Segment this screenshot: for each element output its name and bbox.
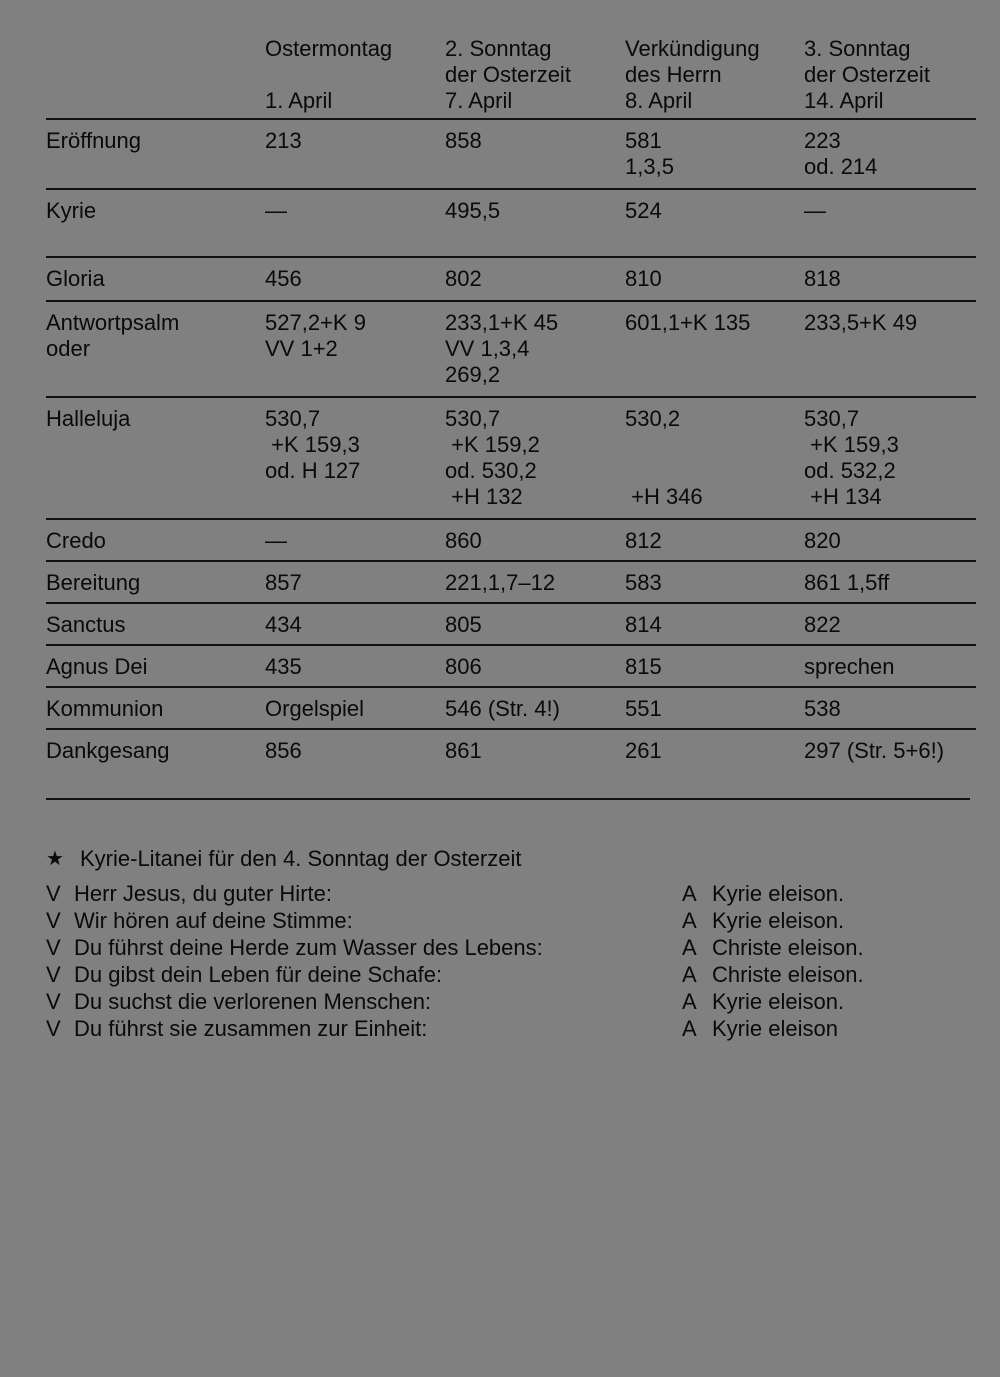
header-ostermontag: Ostermontag 1. April <box>265 36 393 113</box>
cell-col4: 861 1,5ff <box>804 570 890 595</box>
versicle-marker: V <box>46 881 61 906</box>
cell-col3: 530,2 +H 346 <box>625 406 703 509</box>
response-text: Kyrie eleison. <box>712 989 845 1014</box>
litany-line <box>46 961 946 988</box>
cell-col1: — <box>265 528 287 553</box>
cell-col3: 601,1+K 135 <box>625 310 751 335</box>
cell-col4: 297 (Str. 5+6!) <box>804 738 945 763</box>
response-marker: A <box>682 989 697 1014</box>
table-row <box>46 688 978 728</box>
star-icon: ★ <box>46 848 64 870</box>
cell-col1: 857 <box>265 570 302 595</box>
versicle-marker: V <box>46 962 61 987</box>
cell-col1: 456 <box>265 266 302 291</box>
versicle-marker: V <box>46 908 61 933</box>
cell-col3: 551 <box>625 696 662 721</box>
cell-col2: 858 <box>445 128 482 153</box>
row-label: Eröffnung <box>46 128 142 153</box>
cell-col4: 530,7 +K 159,3 od. 532,2 +H 134 <box>804 406 899 509</box>
cell-col3: 524 <box>625 198 662 223</box>
response-text: Kyrie eleison <box>712 1016 838 1041</box>
response-marker: A <box>682 962 697 987</box>
response-text: Christe eleison. <box>712 962 864 987</box>
cell-col2: 221,1,7–12 <box>445 570 556 595</box>
table-row <box>46 190 978 256</box>
cell-col2: 546 (Str. 4!) <box>445 696 560 721</box>
response-marker: A <box>682 935 697 960</box>
response-marker: A <box>682 908 697 933</box>
response-text: Christe eleison. <box>712 935 864 960</box>
cell-col4: — <box>804 198 826 223</box>
table-row <box>46 302 978 396</box>
response-marker: A <box>682 1016 697 1041</box>
cell-col4: 538 <box>804 696 841 721</box>
row-label: Kommunion <box>46 696 164 721</box>
cell-col2: 233,1+K 45 VV 1,3,4 269,2 <box>445 310 559 387</box>
litany-line <box>46 1015 946 1042</box>
response-marker: A <box>682 881 697 906</box>
row-label: Antwortpsalm oder <box>46 310 180 361</box>
versicle-text: Du suchst die verlorenen Menschen: <box>74 989 432 1014</box>
versicle-text: Du gibst dein Leben für deine Schafe: <box>74 962 443 987</box>
header-2-sonntag: 2. Sonntag der Osterzeit 7. April <box>445 36 571 113</box>
cell-col2: 530,7 +K 159,2 od. 530,2 +H 132 <box>445 406 540 509</box>
cell-col3: 581 1,3,5 <box>625 128 674 179</box>
cell-col3: 583 <box>625 570 662 595</box>
versicle-text: Du führst deine Herde zum Wasser des Lebens: <box>74 935 543 960</box>
versicle-marker: V <box>46 989 61 1014</box>
divider <box>46 798 970 800</box>
cell-col2: 495,5 <box>445 198 501 223</box>
cell-col3: 810 <box>625 266 662 291</box>
versicle-text: Herr Jesus, du guter Hirte: <box>74 881 332 906</box>
cell-col1: 434 <box>265 612 302 637</box>
litany-title: Kyrie-Litanei für den 4. Sonntag der Osterzeit <box>80 846 522 871</box>
cell-col2: 806 <box>445 654 482 679</box>
row-label: Kyrie <box>46 198 97 223</box>
song-table <box>46 36 978 800</box>
cell-col4: 822 <box>804 612 841 637</box>
litany-line <box>46 934 946 961</box>
row-label: Gloria <box>46 266 105 291</box>
litany-heading <box>46 846 946 872</box>
versicle-text: Wir hören auf deine Stimme: <box>74 908 353 933</box>
versicle-text: Du führst sie zusammen zur Einheit: <box>74 1016 428 1041</box>
row-label: Sanctus <box>46 612 126 637</box>
row-label: Bereitung <box>46 570 141 595</box>
cell-col3: 815 <box>625 654 662 679</box>
table-row <box>46 562 978 602</box>
cell-col1: 530,7 +K 159,3 od. H 127 <box>265 406 361 483</box>
header-3-sonntag: 3. Sonntag der Osterzeit 14. April <box>804 36 930 113</box>
table-row <box>46 398 978 518</box>
cell-col2: 802 <box>445 266 482 291</box>
row-label: Dankgesang <box>46 738 170 763</box>
cell-col1: — <box>265 198 287 223</box>
row-label: Agnus Dei <box>46 654 148 679</box>
cell-col2: 805 <box>445 612 482 637</box>
cell-col3: 812 <box>625 528 662 553</box>
cell-col4: 820 <box>804 528 841 553</box>
table-row <box>46 258 978 300</box>
table-row <box>46 120 978 188</box>
row-label: Credo <box>46 528 106 553</box>
versicle-marker: V <box>46 1016 61 1041</box>
table-row <box>46 730 978 798</box>
cell-col4: sprechen <box>804 654 895 679</box>
header-verkuendigung: Verkündigung des Herrn 8. April <box>625 36 760 113</box>
cell-col1: 213 <box>265 128 302 153</box>
cell-col2: 860 <box>445 528 482 553</box>
cell-col2: 861 <box>445 738 482 763</box>
cell-col3: 261 <box>625 738 662 763</box>
cell-col1: 856 <box>265 738 302 763</box>
versicle-marker: V <box>46 935 61 960</box>
litany-line <box>46 988 946 1015</box>
cell-col3: 814 <box>625 612 662 637</box>
litany-line <box>46 880 946 907</box>
kyrie-litany <box>46 846 946 1042</box>
cell-col1: 435 <box>265 654 302 679</box>
response-text: Kyrie eleison. <box>712 881 845 906</box>
row-label: Halleluja <box>46 406 131 431</box>
table-header <box>46 36 978 118</box>
cell-col1: 527,2+K 9 VV 1+2 <box>265 310 366 361</box>
litany-line <box>46 907 946 934</box>
cell-col4: 223 od. 214 <box>804 128 878 179</box>
response-text: Kyrie eleison. <box>712 908 845 933</box>
table-row <box>46 646 978 686</box>
cell-col1: Orgelspiel <box>265 696 365 721</box>
cell-col4: 818 <box>804 266 841 291</box>
table-row <box>46 604 978 644</box>
cell-col4: 233,5+K 49 <box>804 310 918 335</box>
table-row <box>46 520 978 560</box>
